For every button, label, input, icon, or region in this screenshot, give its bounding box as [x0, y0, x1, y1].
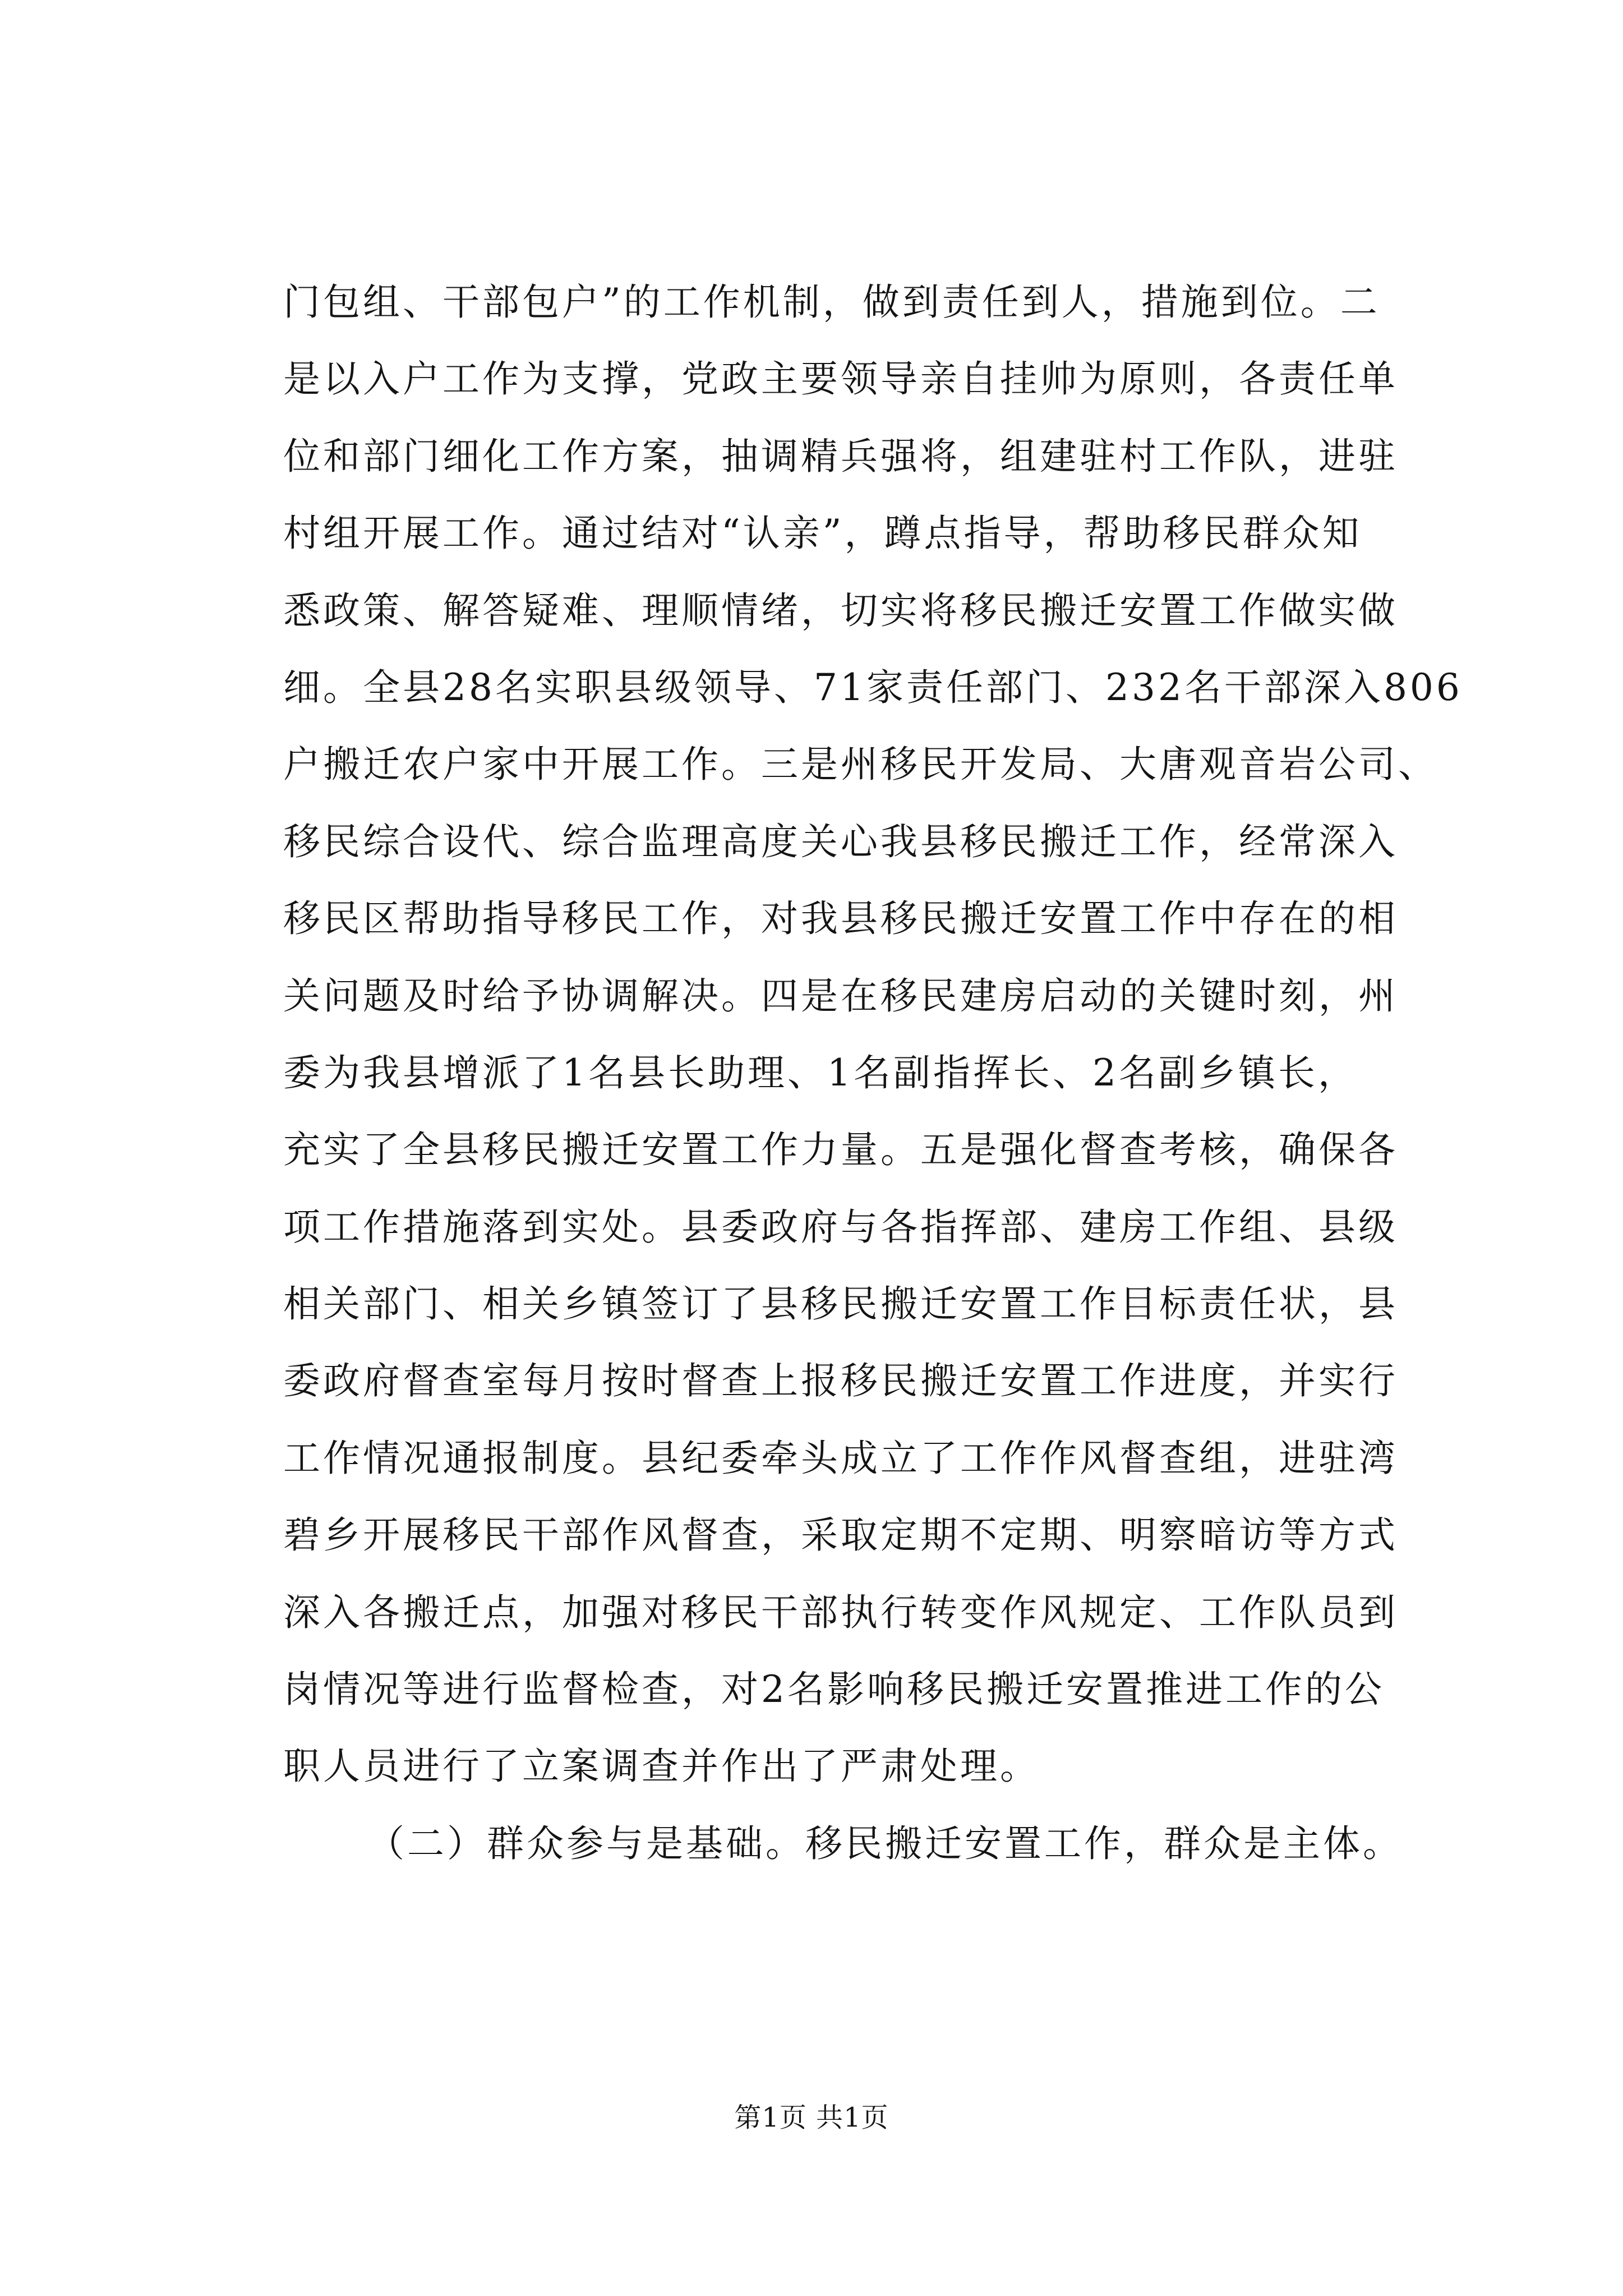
text-line: 村组开展工作。通过结对“认亲”，蹲点指导，帮助移民群众知: [283, 512, 1362, 555]
text-line: 移民综合设代、综合监理高度关心我县移民搬迁工作，经常深入: [283, 820, 1398, 863]
text-line: 细。全县28名实职县级领导、71家责任部门、232名干部深入806: [283, 665, 1463, 709]
text-line: 工作情况通报制度。县纪委牵头成立了工作作风督查组，进驻湾: [283, 1436, 1398, 1480]
text-line: 碧乡开展移民干部作风督查，采取定期不定期、明察暗访等方式: [283, 1513, 1398, 1557]
text-line: 委为我县增派了1名县长助理、1名副指挥长、2名副乡镇长，: [283, 1051, 1358, 1094]
text-line: 项工作措施落到实处。县委政府与各指挥部、建房工作组、县级: [283, 1205, 1398, 1249]
section-heading-line: （二）群众参与是基础。移民搬迁安置工作，群众是主体。: [367, 1821, 1403, 1865]
text-line: 委政府督查室每月按时督查上报移民搬迁安置工作进度，并实行: [283, 1359, 1398, 1403]
text-line: 悉政策、解答疑难、理顺情绪，切实将移民搬迁安置工作做实做: [283, 588, 1398, 632]
text-line: 户搬迁农户家中开展工作。三是州移民开发局、大唐观音岩公司、: [283, 743, 1438, 786]
text-line: 门包组、干部包户”的工作机制，做到责任到人，措施到位。二: [283, 280, 1380, 324]
text-line: 充实了全县移民搬迁安置工作力量。五是强化督查考核，确保各: [283, 1128, 1398, 1172]
page-footer: 第1页 共1页: [734, 2102, 889, 2133]
text-line: 相关部门、相关乡镇签订了县移民搬迁安置工作目标责任状，县: [283, 1282, 1398, 1326]
body-text: [283, 264, 1463, 1882]
text-line: 关问题及时给予协调解决。四是在移民建房启动的关键时刻，州: [283, 974, 1398, 1018]
text-line: 移民区帮助指导移民工作，对我县移民搬迁安置工作中存在的相: [283, 897, 1398, 941]
text-line: 岗情况等进行监督检查，对2名影响移民搬迁安置推进工作的公: [283, 1668, 1385, 1711]
text-line: 位和部门细化工作方案，抽调精兵强将，组建驻村工作队，进驻: [283, 434, 1398, 478]
text-line: 深入各搬迁点，加强对移民干部执行转变作风规定、工作队员到: [283, 1590, 1398, 1634]
text-line: 是以入户工作为支撑，党政主要领导亲自挂帅为原则，各责任单: [283, 357, 1398, 401]
text-line: 职人员进行了立案调查并作出了严肃处理。: [283, 1745, 1040, 1788]
